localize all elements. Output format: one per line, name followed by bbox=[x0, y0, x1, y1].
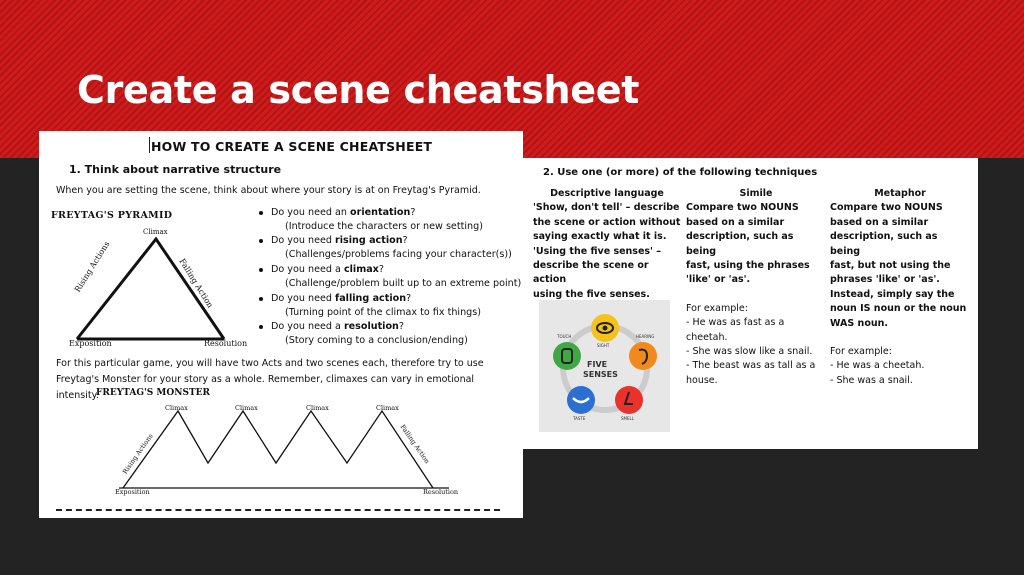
monster-climax-label-3: Climax bbox=[306, 404, 329, 412]
pyramid-rising-label: Rising Actions bbox=[73, 239, 112, 294]
pyramid-exposition-label: Exposition bbox=[69, 339, 112, 348]
taste-icon bbox=[567, 386, 595, 414]
monster-climax-label-2: Climax bbox=[235, 404, 258, 412]
column-line: describe the scene or action bbox=[533, 260, 649, 286]
column-line: 'Show, don't tell' – describe bbox=[533, 202, 680, 214]
bullet-climax: Do you need a climax? bbox=[271, 264, 384, 275]
bullet-resolution: Do you need a resolution? bbox=[271, 321, 404, 332]
bullet-falling-action: Do you need falling action? bbox=[271, 293, 412, 304]
senses-center-line1: FIVE bbox=[587, 360, 608, 369]
slide-title: Create a scene cheatsheet bbox=[77, 68, 640, 112]
bullet-dot bbox=[259, 239, 263, 243]
bullet-dot bbox=[259, 325, 263, 329]
column-line: WAS noun. bbox=[830, 317, 888, 329]
column-line: For example: bbox=[830, 346, 892, 358]
column-line: saying exactly what it is. bbox=[533, 231, 667, 243]
hearing-label: HEARING bbox=[636, 334, 655, 339]
monster-paragraph: For this particular game, you will have two Acts and two scenes each, therefore try to use Freytag's Monster for your story as a whole. Remember, climaxes can vary in emotional intensity. bbox=[56, 358, 484, 401]
column-heading: Metaphor bbox=[874, 188, 926, 199]
monster-rising-label: Rising Actions bbox=[121, 432, 155, 476]
column-line: using the five senses. bbox=[533, 288, 650, 300]
column-line: description, such as being bbox=[686, 231, 794, 257]
cheatsheet-heading: HOW TO CREATE A SCENE CHEATSHEET bbox=[151, 139, 433, 154]
sight-label: SIGHT bbox=[597, 343, 610, 348]
column-line: - He was as fast as a bbox=[686, 317, 785, 329]
column-metaphor bbox=[830, 187, 970, 388]
column-line: based on a similar bbox=[830, 216, 929, 228]
column-line: For example: bbox=[686, 302, 748, 314]
bullet-climax-sub: (Challenge/problem built up to an extreme point) bbox=[285, 278, 522, 289]
column-line: house. bbox=[686, 374, 718, 386]
monster-resolution-label: Resolution bbox=[423, 488, 459, 496]
monster-falling-label: Falling Action bbox=[398, 423, 432, 466]
dashed-divider bbox=[56, 509, 500, 511]
five-senses-graphic bbox=[539, 300, 670, 432]
column-heading: Simile bbox=[739, 188, 773, 199]
bullet-rising-action-sub: (Challenges/problems facing your character(s)) bbox=[285, 249, 512, 260]
monster-climax-label-1: Climax bbox=[165, 404, 188, 412]
column-line: - The beast was as tall as a bbox=[686, 360, 816, 372]
bullet-dot bbox=[259, 268, 263, 272]
column-examples bbox=[686, 302, 826, 388]
column-descriptive-language bbox=[533, 187, 681, 302]
bullet-orientation-sub: (Introduce the characters or new setting) bbox=[285, 221, 483, 232]
bullet-dot bbox=[259, 211, 263, 215]
column-line: fast, using the phrases bbox=[686, 260, 810, 272]
column-line: 'Using the five senses' – bbox=[533, 245, 662, 257]
column-line: fast, but not using the bbox=[830, 260, 951, 272]
senses-center-line2: SENSES bbox=[583, 370, 618, 379]
column-line: the scene or action without bbox=[533, 216, 681, 228]
eye-pupil bbox=[603, 326, 608, 331]
bullet-orientation: Do you need an orientation? bbox=[271, 207, 416, 218]
cheatsheet-right-image bbox=[523, 158, 978, 449]
monster-title: FREYTAG'S MONSTER bbox=[96, 388, 210, 398]
column-line: Instead, simply say the bbox=[830, 288, 955, 300]
column-body bbox=[686, 201, 826, 287]
column-line: 'like' or 'as'. bbox=[686, 274, 751, 286]
column-line: Compare two NOUNS bbox=[686, 202, 799, 214]
pyramid-resolution-label: Resolution bbox=[204, 339, 248, 348]
section1-title: 1. Think about narrative structure bbox=[69, 163, 282, 176]
pyramid-title: FREYTAG'S PYRAMID bbox=[51, 210, 173, 221]
bullet-rising-action: Do you need rising action? bbox=[271, 235, 408, 246]
section1-intro: When you are setting the scene, think about where your story is at on Freytag's Pyramid. bbox=[56, 185, 481, 196]
touch-icon bbox=[553, 342, 581, 370]
column-line: - He was a cheetah. bbox=[830, 360, 925, 372]
touch-label: TOUCH bbox=[557, 334, 572, 339]
column-line: based on a similar bbox=[686, 216, 785, 228]
column-heading: Descriptive language bbox=[550, 188, 664, 199]
monster-exposition-label: Exposition bbox=[115, 488, 150, 496]
section2-title: 2. Use one (or more) of the following techniques bbox=[543, 167, 818, 178]
column-body bbox=[533, 201, 681, 302]
column-line: - She was a snail. bbox=[830, 374, 913, 386]
column-examples bbox=[830, 345, 970, 388]
taste-label: TASTE bbox=[573, 416, 586, 421]
smell-icon bbox=[615, 386, 643, 414]
column-body bbox=[830, 201, 970, 331]
cheatsheet-left-image bbox=[39, 131, 523, 518]
smell-label: SMELL bbox=[621, 416, 634, 421]
column-line: phrases 'like' or 'as'. bbox=[830, 274, 940, 286]
hearing-icon bbox=[629, 342, 657, 370]
column-line: description, such as being bbox=[830, 231, 938, 257]
pyramid-falling-label: Falling Action bbox=[177, 257, 215, 310]
pyramid-climax-label: Climax bbox=[143, 228, 168, 236]
monster-zigzag bbox=[123, 411, 433, 488]
bullet-resolution-sub: (Story coming to a conclusion/ending) bbox=[285, 335, 468, 346]
column-line: cheetah. bbox=[686, 331, 728, 343]
monster-climax-label-4: Climax bbox=[376, 404, 399, 412]
column-line: noun IS noun or the noun bbox=[830, 303, 967, 315]
bullet-falling-action-sub: (Turning point of the climax to fix things) bbox=[285, 307, 482, 318]
column-simile bbox=[686, 187, 826, 388]
column-line: - She was slow like a snail. bbox=[686, 346, 813, 358]
bullet-dot bbox=[259, 297, 263, 301]
column-line: Compare two NOUNS bbox=[830, 202, 943, 214]
